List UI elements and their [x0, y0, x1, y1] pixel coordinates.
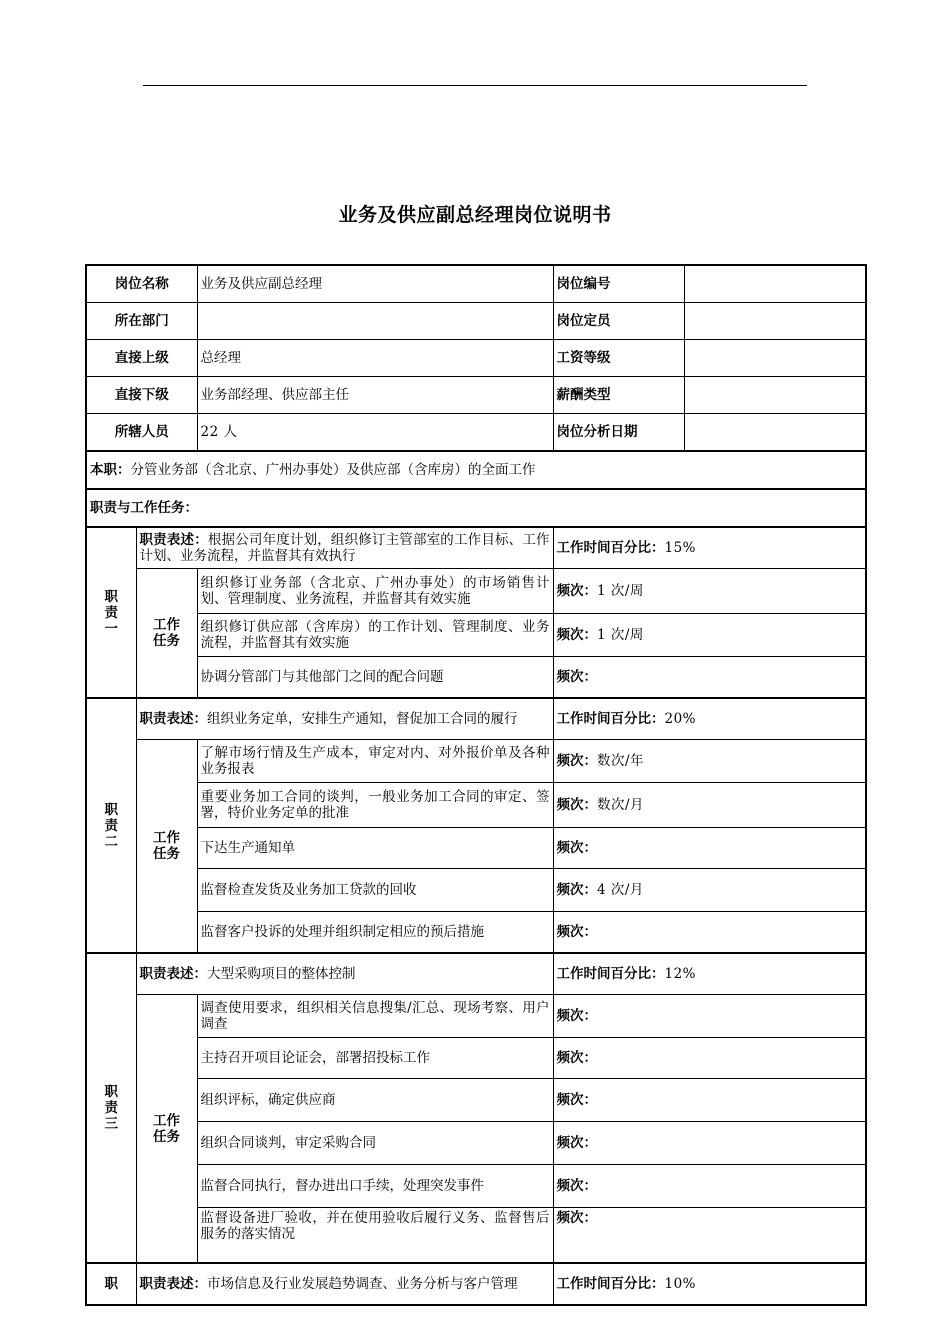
- duty-name-text: 职: [104, 1276, 118, 1292]
- frequency-label: 频次：: [556, 1050, 597, 1066]
- analysis-date-label: 岗位分析日期: [553, 414, 684, 452]
- staff-value: 22 人: [197, 414, 553, 452]
- time-percentage-cell: [553, 953, 866, 995]
- frequency-label: 频次：: [556, 1008, 597, 1024]
- frequency-label: 频次：: [556, 627, 597, 643]
- row-position-name: [86, 265, 866, 303]
- duty-name: [86, 698, 136, 953]
- time-percentage-cell: [553, 1263, 866, 1305]
- frequency-value: 数次/年: [597, 753, 645, 769]
- time-percentage-value: 10%: [664, 1276, 697, 1292]
- frequency-label: 频次：: [556, 1210, 597, 1226]
- frequency-value: 数次/月: [597, 797, 645, 813]
- duty-name-text: 职责二: [104, 801, 118, 850]
- task-text: 监督检查发货及业务加工贷款的回收: [197, 869, 553, 912]
- task-row: [86, 614, 866, 657]
- salary-grade-value: [684, 340, 866, 377]
- task-text: 监督客户投诉的处理并组织制定相应的预后措施: [197, 912, 553, 954]
- frequency-cell: [553, 569, 866, 614]
- frequency-label: 频次：: [556, 1178, 597, 1194]
- task-text: 调查使用要求，组织相关信息搜集/汇总、现场考察、用户调查: [197, 995, 553, 1038]
- document-title: 业务及供应副总经理岗位说明书: [338, 204, 612, 226]
- frequency-cell: [553, 1208, 866, 1264]
- position-name-label: 岗位名称: [86, 265, 197, 303]
- headcount-value: [684, 303, 866, 340]
- row-department: [86, 303, 866, 340]
- duty-statement: [136, 1263, 553, 1305]
- duties-heading: 职责与工作任务：: [86, 489, 866, 527]
- task-text: 组织修订供应部（含库房）的工作计划、管理制度、业务流程，并监督其有效实施: [197, 614, 553, 657]
- position-name-value: 业务及供应副总经理: [197, 265, 553, 303]
- task-text: 组织评标，确定供应商: [197, 1079, 553, 1122]
- headcount-label: 岗位定员: [553, 303, 684, 340]
- task-row: [86, 1122, 866, 1165]
- time-percentage-cell: [553, 698, 866, 740]
- frequency-cell: [553, 869, 866, 912]
- header-rule: [143, 85, 807, 86]
- statement-text: 根据公司年度计划，组织修订主管部室的工作目标、工作计划、业务流程，并监督其有效执行: [139, 532, 550, 564]
- summary-label: 本职：: [90, 462, 131, 478]
- work-task-label: 工作任务: [153, 617, 180, 649]
- duty-statement: [136, 953, 553, 995]
- job-description-table: [85, 264, 867, 1306]
- statement-label: 职责表述：: [139, 966, 207, 982]
- duty-name-text: 职责一: [104, 588, 118, 637]
- task-row: [86, 1165, 866, 1208]
- frequency-label: 频次：: [556, 1092, 597, 1108]
- frequency-cell: [553, 614, 866, 657]
- task-text: 监督设备进厂验收，并在使用验收后履行义务、监督售后服务的落实情况: [197, 1208, 553, 1264]
- frequency-cell: [553, 995, 866, 1038]
- frequency-cell: [553, 1122, 866, 1165]
- task-row: [86, 569, 866, 614]
- task-row: [86, 1038, 866, 1079]
- task-text: 下达生产通知单: [197, 828, 553, 869]
- analysis-date-value: [684, 414, 866, 452]
- statement-text: 组织业务定单，安排生产通知，督促加工合同的履行: [207, 711, 518, 727]
- frequency-label: 频次：: [556, 840, 597, 856]
- frequency-label: 频次：: [556, 882, 597, 898]
- row-subordinate: [86, 377, 866, 414]
- frequency-cell: [553, 912, 866, 954]
- department-label: 所在部门: [86, 303, 197, 340]
- salary-grade-label: 工资等级: [553, 340, 684, 377]
- task-text: 协调分管部门与其他部门之间的配合问题: [197, 657, 553, 699]
- position-code-label: 岗位编号: [553, 265, 684, 303]
- position-code-value: [684, 265, 866, 303]
- task-row: [86, 740, 866, 783]
- frequency-cell: [553, 1079, 866, 1122]
- work-task-label-cell: [136, 740, 197, 954]
- time-percentage-value: 12%: [664, 966, 697, 982]
- time-percentage-label: 工作时间百分比：: [556, 1276, 665, 1292]
- task-text: 主持召开项目论证会，部署招投标工作: [197, 1038, 553, 1079]
- time-percentage-cell: [553, 527, 866, 569]
- task-text: 监督合同执行，督办进出口手续，处理突发事件: [197, 1165, 553, 1208]
- frequency-label: 频次：: [556, 797, 597, 813]
- task-row: [86, 995, 866, 1038]
- duty-statement-row: [86, 1263, 866, 1305]
- statement-text: 市场信息及行业发展趋势调查、业务分析与客户管理: [207, 1276, 518, 1292]
- frequency-label: 频次：: [556, 753, 597, 769]
- frequency-label: 频次：: [556, 583, 597, 599]
- task-row: [86, 657, 866, 699]
- frequency-cell: [553, 657, 866, 699]
- duty-name: [86, 527, 136, 698]
- frequency-label: 频次：: [556, 924, 597, 940]
- subordinate-value: 业务部经理、供应部主任: [197, 377, 553, 414]
- frequency-value: 1 次/周: [597, 627, 644, 643]
- duty-name: [86, 1263, 136, 1305]
- frequency-cell: [553, 740, 866, 783]
- staff-label: 所辖人员: [86, 414, 197, 452]
- time-percentage-value: 15%: [664, 540, 697, 556]
- summary-text: 分管业务部（含北京、广州办事处）及供应部（含库房）的全面工作: [130, 462, 536, 478]
- department-value: [197, 303, 553, 340]
- frequency-value: 1 次/周: [597, 583, 644, 599]
- duty-statement: [136, 527, 553, 569]
- frequency-cell: [553, 1165, 866, 1208]
- task-row: [86, 1079, 866, 1122]
- statement-text: 大型采购项目的整体控制: [207, 966, 356, 982]
- row-staff: [86, 414, 866, 452]
- duty-name-text: 职责三: [104, 1084, 118, 1132]
- time-percentage-label: 工作时间百分比：: [556, 540, 665, 556]
- task-text: 组织修订业务部（含北京、广州办事处）的市场销售计划、管理制度、业务流程，并监督其有效实施: [197, 569, 553, 614]
- frequency-cell: [553, 828, 866, 869]
- task-text: 重要业务加工合同的谈判，一般业务加工合同的审定、签署，特价业务定单的批准: [197, 783, 553, 828]
- task-row: [86, 1208, 866, 1264]
- duty-statement-row: [86, 698, 866, 740]
- pay-type-value: [684, 377, 866, 414]
- task-text: 组织合同谈判，审定采购合同: [197, 1122, 553, 1165]
- duty-statement-row: [86, 527, 866, 569]
- statement-label: 职责表述：: [139, 1276, 207, 1292]
- pay-type-label: 薪酬类型: [553, 377, 684, 414]
- summary-cell: [86, 451, 866, 489]
- frequency-value: 4 次/月: [597, 882, 644, 898]
- row-summary: [86, 451, 866, 489]
- task-row: [86, 783, 866, 828]
- time-percentage-value: 20%: [664, 711, 697, 727]
- statement-label: 职责表述：: [139, 711, 207, 727]
- subordinate-label: 直接下级: [86, 377, 197, 414]
- frequency-cell: [553, 1038, 866, 1079]
- task-row: [86, 912, 866, 954]
- task-row: [86, 828, 866, 869]
- task-text: 了解市场行情及生产成本，审定对内、对外报价单及各种业务报表: [197, 740, 553, 783]
- frequency-label: 频次：: [556, 669, 597, 685]
- work-task-label-cell: [136, 569, 197, 699]
- superior-label: 直接上级: [86, 340, 197, 377]
- duty-name: [86, 953, 136, 1263]
- frequency-cell: [553, 783, 866, 828]
- superior-value: 总经理: [197, 340, 553, 377]
- frequency-label: 频次：: [556, 1135, 597, 1151]
- task-row: [86, 869, 866, 912]
- work-task-label-cell: [136, 995, 197, 1264]
- work-task-label: 工作任务: [153, 830, 180, 862]
- duty-statement-row: [86, 953, 866, 995]
- row-duties-heading: [86, 489, 866, 527]
- statement-label: 职责表述：: [139, 532, 208, 548]
- time-percentage-label: 工作时间百分比：: [556, 711, 665, 727]
- work-task-label: 工作任务: [153, 1112, 180, 1145]
- time-percentage-label: 工作时间百分比：: [556, 966, 665, 982]
- duty-statement: [136, 698, 553, 740]
- row-superior: [86, 340, 866, 377]
